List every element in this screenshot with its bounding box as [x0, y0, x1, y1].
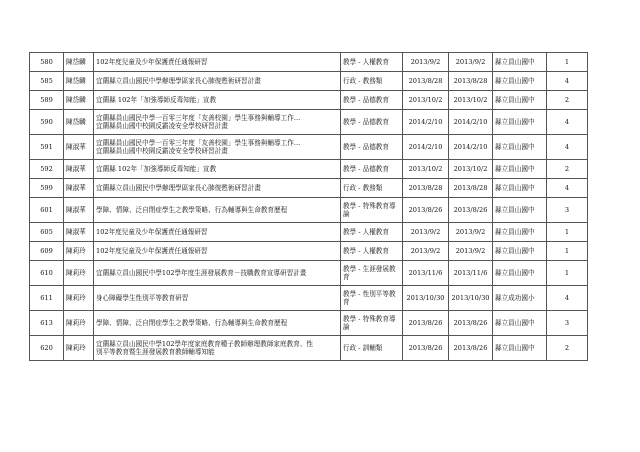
- cell-start: 2013/10/2: [403, 160, 449, 179]
- cell-id: 609: [30, 242, 64, 261]
- cell-title: 宜蘭縣員山國民中學一百零三年度「友善校園」學生事務與輔導工作… 宜蘭縣員山國中校園反霸凌安全學校研習計畫: [94, 110, 341, 135]
- cell-hours: 1: [547, 53, 588, 72]
- cell-end: 2013/8/26: [449, 198, 493, 223]
- cell-start: 2013/11/6: [403, 261, 449, 286]
- cell-end: 2013/8/26: [449, 336, 493, 361]
- cell-hours: 3: [547, 311, 588, 336]
- table-row: [30, 91, 588, 110]
- table-row: [30, 198, 588, 223]
- cell-hours: 3: [547, 198, 588, 223]
- cell-hours: 1: [547, 261, 588, 286]
- table-body: [30, 53, 588, 361]
- cell-title: 102年度兒童及少年保護責任通報研習: [94, 223, 341, 242]
- cell-start: 2013/8/26: [403, 198, 449, 223]
- cell-hours: 1: [547, 242, 588, 261]
- cell-end: 2014/2/10: [449, 135, 493, 160]
- cell-name: 陳莉玲: [64, 311, 94, 336]
- cell-title: 學障、情障、泛自閉症學生之教學策略、行為輔導與生命教育歷程: [94, 311, 341, 336]
- cell-school: 縣立員山國中: [493, 336, 547, 361]
- cell-end: 2013/10/2: [449, 160, 493, 179]
- cell-start: 2013/10/2: [403, 91, 449, 110]
- cell-category: 教學 - 生涯發展教育: [341, 261, 403, 286]
- cell-id: 585: [30, 72, 64, 91]
- cell-title: 宜蘭縣立員山國民中學辦理學區家長心肺復甦術研習計畫: [94, 179, 341, 198]
- cell-start: 2013/8/26: [403, 336, 449, 361]
- cell-hours: 4: [547, 110, 588, 135]
- cell-end: 2013/9/2: [449, 242, 493, 261]
- cell-end: 2013/10/30: [449, 286, 493, 311]
- cell-end: 2013/9/2: [449, 223, 493, 242]
- cell-hours: 4: [547, 135, 588, 160]
- cell-start: 2014/2/10: [403, 135, 449, 160]
- cell-school: 縣立員山國中: [493, 72, 547, 91]
- cell-category: 教學 - 品德教育: [341, 135, 403, 160]
- cell-end: 2014/2/10: [449, 110, 493, 135]
- cell-title: 宜蘭縣立員山國民中學102學年度家庭教育種子教師辦理教師家庭教育、性 別平等教育暨生涯發展教育教師輔導知能: [94, 336, 341, 361]
- cell-id: 592: [30, 160, 64, 179]
- cell-hours: 2: [547, 91, 588, 110]
- cell-id: 613: [30, 311, 64, 336]
- cell-category: 教學 - 性別平等教育: [341, 286, 403, 311]
- cell-id: 605: [30, 223, 64, 242]
- cell-id: 589: [30, 91, 64, 110]
- cell-end: 2013/8/28: [449, 72, 493, 91]
- cell-id: 601: [30, 198, 64, 223]
- cell-end: 2013/10/2: [449, 91, 493, 110]
- table-row: [30, 336, 588, 361]
- cell-start: 2013/8/28: [403, 72, 449, 91]
- cell-school: 縣立員山國中: [493, 311, 547, 336]
- cell-school: 縣立員山國中: [493, 223, 547, 242]
- cell-school: 縣立員山國中: [493, 261, 547, 286]
- cell-school: 縣立員山國中: [493, 179, 547, 198]
- cell-name: 陳淑華: [64, 135, 94, 160]
- cell-hours: 2: [547, 336, 588, 361]
- cell-category: 行政 - 教務類: [341, 179, 403, 198]
- cell-name: 陳淑華: [64, 179, 94, 198]
- table-row: [30, 160, 588, 179]
- cell-title: 宜蘭縣 102年「加強導師反毒知能」宣教: [94, 91, 341, 110]
- cell-start: 2013/9/2: [403, 53, 449, 72]
- cell-title: 宜蘭縣員山國民中學一百零三年度「友善校園」學生事務與輔導工作… 宜蘭縣員山國中校園反霸凌安全學校研習計畫: [94, 135, 341, 160]
- cell-title: 102年度兒童及少年保護責任通報研習: [94, 53, 341, 72]
- cell-id: 599: [30, 179, 64, 198]
- cell-name: 陳岱麟: [64, 72, 94, 91]
- cell-title: 宜蘭縣立員山國民中學辦理學區家長心肺復甦術研習計畫: [94, 72, 341, 91]
- table-row: [30, 110, 588, 135]
- cell-hours: 4: [547, 72, 588, 91]
- cell-end: 2013/8/28: [449, 179, 493, 198]
- cell-school: 縣立員山國中: [493, 242, 547, 261]
- cell-hours: 1: [547, 223, 588, 242]
- cell-start: 2013/8/28: [403, 179, 449, 198]
- cell-name: 陳岱麟: [64, 53, 94, 72]
- cell-name: 陳莉玲: [64, 242, 94, 261]
- table-row: [30, 261, 588, 286]
- cell-title: 身心障礙學生性別平等教育研習: [94, 286, 341, 311]
- cell-hours: 4: [547, 179, 588, 198]
- cell-school: 縣立成功國小: [493, 286, 547, 311]
- cell-category: 教學 - 人權教育: [341, 223, 403, 242]
- cell-name: 陳莉玲: [64, 286, 94, 311]
- cell-end: 2013/8/26: [449, 311, 493, 336]
- cell-hours: 2: [547, 160, 588, 179]
- cell-id: 611: [30, 286, 64, 311]
- cell-school: 縣立員山國中: [493, 198, 547, 223]
- cell-start: 2013/10/30: [403, 286, 449, 311]
- cell-title: 102年度兒童及少年保護責任通報研習: [94, 242, 341, 261]
- cell-school: 縣立員山國中: [493, 135, 547, 160]
- table-row: [30, 311, 588, 336]
- cell-end: 2013/11/6: [449, 261, 493, 286]
- cell-school: 縣立員山國中: [493, 91, 547, 110]
- cell-start: 2013/8/26: [403, 311, 449, 336]
- cell-id: 620: [30, 336, 64, 361]
- cell-category: 教學 - 特殊教育導論: [341, 198, 403, 223]
- cell-category: 教學 - 人權教育: [341, 242, 403, 261]
- cell-school: 縣立員山國中: [493, 53, 547, 72]
- cell-id: 610: [30, 261, 64, 286]
- table-row: [30, 242, 588, 261]
- cell-name: 陳莉玲: [64, 261, 94, 286]
- cell-category: 教學 - 品德教育: [341, 160, 403, 179]
- cell-name: 陳淑華: [64, 160, 94, 179]
- table-row: [30, 72, 588, 91]
- cell-category: 教學 - 品德教育: [341, 91, 403, 110]
- table-row: [30, 179, 588, 198]
- cell-category: 教學 - 特殊教育導論: [341, 311, 403, 336]
- cell-id: 590: [30, 110, 64, 135]
- cell-school: 縣立員山國中: [493, 160, 547, 179]
- cell-category: 行政 - 教務類: [341, 72, 403, 91]
- cell-id: 591: [30, 135, 64, 160]
- cell-id: 580: [30, 53, 64, 72]
- cell-start: 2013/9/2: [403, 242, 449, 261]
- cell-name: 陳淑華: [64, 198, 94, 223]
- cell-category: 教學 - 人權教育: [341, 53, 403, 72]
- cell-title: 學障、情障、泛自閉症學生之教學策略、行為輔導與生命教育歷程: [94, 198, 341, 223]
- cell-name: 陳岱麟: [64, 91, 94, 110]
- cell-name: 陳莉玲: [64, 336, 94, 361]
- cell-start: 2014/2/10: [403, 110, 449, 135]
- cell-name: 陳岱麟: [64, 110, 94, 135]
- table-row: [30, 223, 588, 242]
- cell-end: 2013/9/2: [449, 53, 493, 72]
- cell-category: 行政 - 訓輔類: [341, 336, 403, 361]
- cell-title: 宜蘭縣立員山國民中學102學年度生涯發展教育－技職教育宣導研習計畫: [94, 261, 341, 286]
- table-row: [30, 286, 588, 311]
- cell-start: 2013/9/2: [403, 223, 449, 242]
- table-row: [30, 53, 588, 72]
- table-row: [30, 135, 588, 160]
- cell-category: 教學 - 品德教育: [341, 110, 403, 135]
- cell-school: 縣立員山國中: [493, 110, 547, 135]
- cell-hours: 4: [547, 286, 588, 311]
- cell-title: 宜蘭縣 102年「加強導師反毒知能」宣教: [94, 160, 341, 179]
- training-records-table: [29, 52, 588, 361]
- cell-name: 陳淑華: [64, 223, 94, 242]
